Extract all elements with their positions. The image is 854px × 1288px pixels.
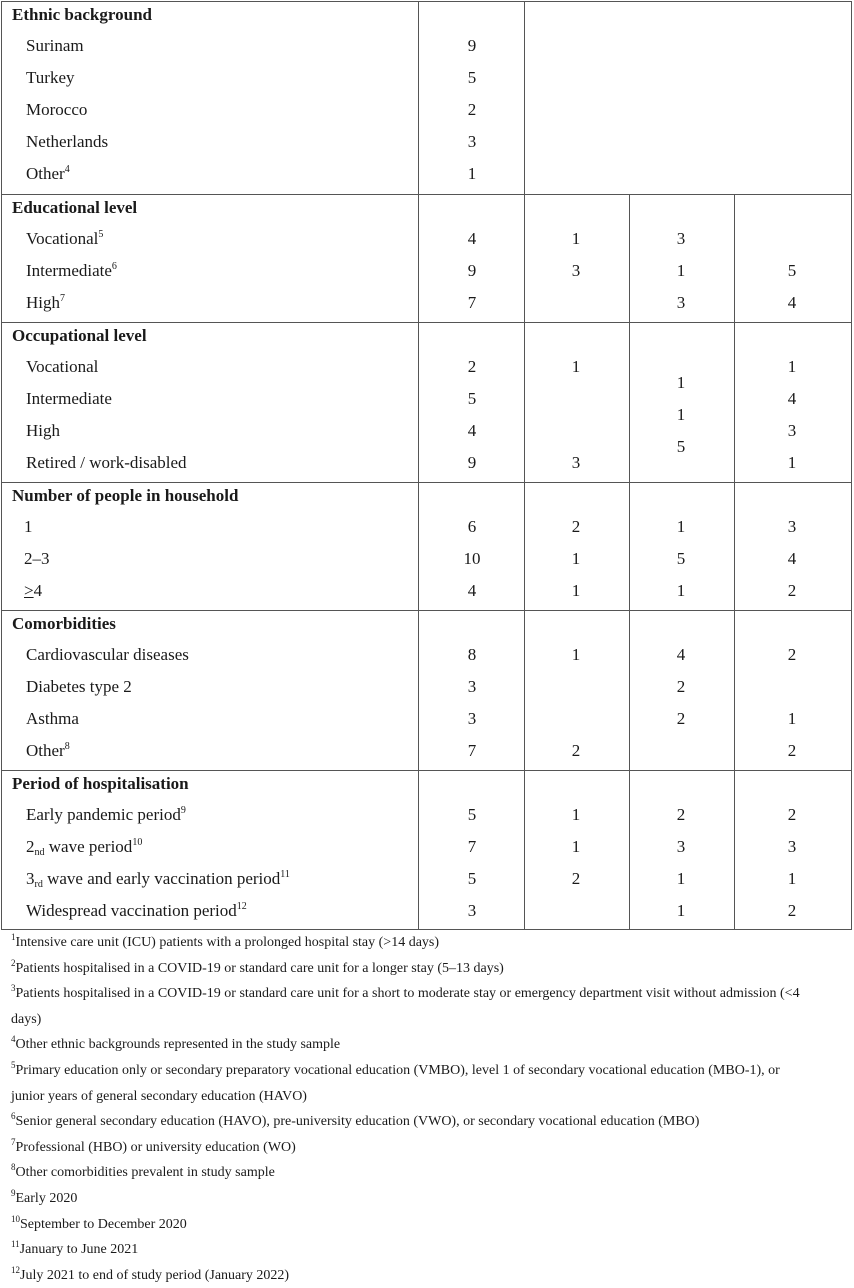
cell-value: 5: [467, 805, 477, 824]
row-label: High: [26, 421, 60, 440]
cell-value: 5: [676, 437, 686, 456]
cell-value: 1: [787, 709, 797, 728]
cell-value: 3: [467, 132, 477, 151]
column-divider: [418, 611, 419, 771]
cell-value: 7: [467, 741, 477, 760]
cell-value: 2: [467, 357, 477, 376]
row-label: Netherlands: [26, 132, 109, 151]
section-header: Period of hospitalisation: [12, 774, 189, 793]
row-label: Turkey: [26, 68, 75, 87]
row-label: $3_{rd}$ wave and early vaccination period$^{11}$: [26, 869, 290, 890]
cell-value: 2: [676, 677, 686, 696]
column-divider: [418, 323, 419, 483]
cell-value: 2: [787, 901, 797, 920]
cell-value: 8: [467, 645, 477, 664]
cell-value: 1: [787, 453, 797, 472]
column-divider: [629, 771, 630, 930]
cell-value: 2: [571, 869, 581, 888]
column-divider: [524, 323, 525, 483]
cell-value: 10: [463, 549, 481, 568]
section-header: Number of people in household: [12, 486, 239, 505]
cell-value: 1: [676, 405, 686, 424]
cell-value: 1: [571, 581, 581, 600]
cell-value: 1: [787, 357, 797, 376]
cell-value: 1: [676, 261, 686, 280]
footnote: days): [11, 1011, 42, 1027]
cell-value: 3: [467, 709, 477, 728]
footnote: $^9$Early 2020: [11, 1187, 78, 1206]
cell-value: 3: [571, 261, 581, 280]
section-header: Comorbidities: [12, 614, 116, 633]
row-label: $2_{nd}$ wave period$^{10}$: [26, 837, 143, 858]
cell-value: 3: [787, 517, 797, 536]
cell-value: 4: [467, 421, 477, 440]
cell-value: 2: [676, 709, 686, 728]
cell-value: 1: [676, 581, 686, 600]
row-label: Asthma: [26, 709, 79, 728]
column-divider: [734, 483, 735, 611]
cell-value: 5: [467, 389, 477, 408]
cell-value: 3: [676, 293, 686, 312]
cell-value: 1: [571, 805, 581, 824]
footnotes: [11, 930, 841, 1288]
cell-value: 4: [676, 645, 686, 664]
column-divider: [524, 611, 525, 771]
cell-value: 2: [571, 517, 581, 536]
cell-value: 1: [571, 549, 581, 568]
column-divider: [524, 2, 525, 194]
column-divider: [629, 195, 630, 323]
column-divider: [418, 195, 419, 323]
column-divider: [418, 483, 419, 611]
cell-value: 4: [787, 293, 797, 312]
row-label: Retired / work-disabled: [26, 453, 187, 472]
cell-value: 2: [676, 805, 686, 824]
cell-value: 3: [787, 837, 797, 856]
cell-value: 3: [676, 229, 686, 248]
footnote: $^2$Patients hospitalised in a COVID-19 or standard care unit for a longer stay (5–13 days): [11, 957, 504, 976]
section-header: Ethnic background: [12, 5, 152, 24]
cell-value: 1: [467, 164, 477, 183]
footnote: $^{10}$September to December 2020: [11, 1213, 187, 1232]
column-divider: [629, 611, 630, 771]
cell-value: 9: [467, 261, 477, 280]
row-label: Cardiovascular diseases: [26, 645, 189, 664]
footnote: $^{11}$January to June 2021: [11, 1239, 139, 1258]
cell-value: 4: [787, 549, 797, 568]
section-header: Educational level: [12, 198, 138, 217]
row-label: Intermediate: [26, 389, 112, 408]
column-divider: [524, 483, 525, 611]
row-label: Diabetes type 2: [26, 677, 132, 696]
column-divider: [629, 323, 630, 483]
section-header: Occupational level: [12, 326, 147, 345]
section-comorbidities: [2, 610, 851, 771]
footnote: $^4$Other ethnic backgrounds represented in the study sample: [11, 1034, 341, 1053]
cell-value: 5: [467, 68, 477, 87]
cell-value: 7: [467, 293, 477, 312]
column-divider: [418, 2, 419, 194]
row-label: Other$^8$: [26, 741, 70, 760]
cell-value: 1: [571, 357, 581, 376]
cell-value: 1: [676, 373, 686, 392]
cell-value: 9: [467, 36, 477, 55]
cell-value: 2: [571, 741, 581, 760]
row-label: Intermediate$^6$: [26, 261, 117, 280]
footnote: $^5$Primary education only or secondary preparatory vocational education (VMBO), level 1 of secondary vocational education (MBO-1), or: [11, 1059, 780, 1078]
cell-value: 1: [676, 901, 686, 920]
cell-value: 9: [467, 453, 477, 472]
cell-value: 2: [787, 581, 797, 600]
column-divider: [734, 611, 735, 771]
cell-value: 5: [676, 549, 686, 568]
cell-value: 6: [467, 517, 477, 536]
row-label: Morocco: [26, 100, 88, 119]
column-divider: [629, 483, 630, 611]
row-label: Other$^4$: [26, 164, 70, 183]
row-label: High$^7$: [26, 293, 65, 312]
row-label: 2–3: [24, 549, 50, 568]
cell-value: 2: [467, 100, 477, 119]
cell-value: 1: [571, 837, 581, 856]
cell-value: 4: [467, 581, 477, 600]
cell-value: 7: [467, 837, 477, 856]
column-divider: [418, 771, 419, 930]
data-table: [1, 1, 852, 930]
footnote: $^3$Patients hospitalised in a COVID-19 or standard care unit for a short to moderate stay or emergency department visit without admission (<4: [11, 983, 800, 1002]
section-household: [2, 482, 851, 611]
footnote: $^1$Intensive care unit (ICU) patients with a prolonged hospital stay (>14 days): [11, 932, 440, 950]
cell-value: 1: [787, 869, 797, 888]
column-divider: [524, 771, 525, 930]
cell-value: 2: [787, 741, 797, 760]
cell-value: 3: [787, 421, 797, 440]
row-label: Vocational: [26, 357, 99, 376]
footnote: $^{12}$July 2021 to end of study period (January 2022): [11, 1264, 290, 1283]
row-label: >4: [24, 581, 43, 600]
cell-value: 1: [571, 229, 581, 248]
section-ethnic-background: [2, 2, 851, 194]
footnote: junior years of general secondary education (HAVO): [11, 1088, 307, 1104]
cell-value: 1: [676, 869, 686, 888]
row-label: Surinam: [26, 36, 84, 55]
column-divider: [734, 771, 735, 930]
section-educational-level: [2, 194, 851, 323]
cell-value: 3: [571, 453, 581, 472]
cell-value: 1: [571, 645, 581, 664]
row-label: Vocational$^5$: [26, 229, 104, 248]
cell-value: 3: [467, 901, 477, 920]
column-divider: [734, 323, 735, 483]
footnote: $^8$Other comorbidities prevalent in study sample: [11, 1162, 275, 1181]
cell-value: 3: [467, 677, 477, 696]
section-period-of-hospitalisation: [2, 770, 851, 930]
footnote: $^6$Senior general secondary education (HAVO), pre-university education (VWO), or secondary vocational education (MBO): [11, 1111, 700, 1130]
section-occupational-level: [2, 322, 851, 483]
cell-value: 3: [676, 837, 686, 856]
row-label: Widespread vaccination period$^{12}$: [26, 901, 247, 920]
row-label: 1: [24, 517, 33, 536]
cell-value: 2: [787, 645, 797, 664]
footnote: $^7$Professional (HBO) or university education (WO): [11, 1136, 296, 1155]
cell-value: 5: [787, 261, 797, 280]
row-label: Early pandemic period$^9$: [26, 805, 186, 824]
cell-value: 5: [467, 869, 477, 888]
cell-value: 2: [787, 805, 797, 824]
cell-value: 4: [467, 229, 477, 248]
cell-value: 1: [676, 517, 686, 536]
cell-value: 4: [787, 389, 797, 408]
column-divider: [734, 195, 735, 323]
column-divider: [524, 195, 525, 323]
